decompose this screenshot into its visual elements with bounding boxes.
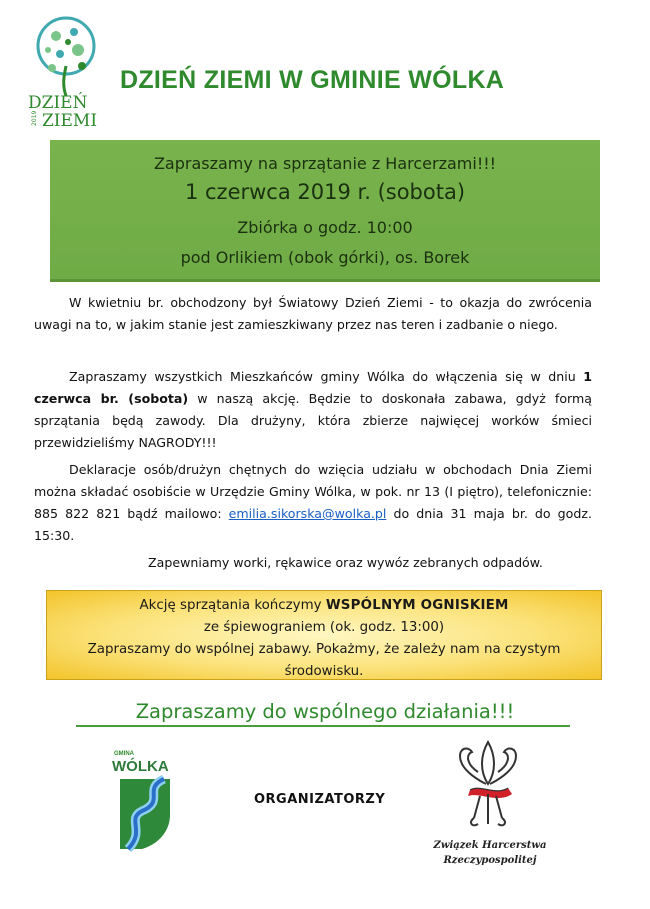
zhr-name-line2: Rzeczypospolitej [443, 855, 537, 866]
zhr-lily-icon [450, 738, 526, 833]
event-info-box [50, 140, 600, 282]
p3-text-b: do dnia 31 maja br. do godz. 15:30. [34, 506, 592, 543]
bonfire-box [46, 590, 602, 680]
paragraph-supplies: Zapewniamy worki, rękawice oraz wywóz zebranych odpadów. [148, 555, 543, 570]
zhr-name [420, 838, 560, 868]
bonfire-line2: ze śpiewograniem (ok. godz. 13:00) [203, 620, 445, 635]
page-title: DZIEŃ ZIEMI W GMINIE WÓLKA [120, 66, 505, 94]
p2-text-a: Zapraszamy wszystkich Mieszkańców gminy Wólka do włączenia się w dniu [69, 369, 576, 384]
gmina-wolka-logo [112, 745, 178, 855]
paragraph-intro: W kwietniu br. obchodzony był Światowy Dzień Ziemi - to okazja do zwrócenia uwagi na to, w jakim stanie jest zamieszkiwany przez nas teren i zadbanie o niego. [34, 295, 592, 332]
p2-date-bold: 1 czerwca br. (sobota) [34, 369, 592, 406]
p3-text-a: Deklaracje osób/drużyn chętnych do wzięcia udziału w obchodach Dnia Ziemi można składać osobiście w Urzędzie Gminy Wólka, w pok. nr 13 (I piętro), telefonicznie: 885 822 821 bądź mailowo: [34, 462, 592, 521]
bonfire-text: Akcję sprzątania kończymy [139, 598, 322, 613]
bonfire-line1 [47, 595, 601, 617]
event-invite: Zapraszamy na sprzątanie z Harcerzami!!! [153, 154, 497, 173]
gmina-small-label: GMINA [114, 751, 134, 757]
organizers-label: ORGANIZATORZY [254, 792, 386, 807]
email-link[interactable]: emilia.sikorska@wolka.pl [228, 506, 387, 521]
event-date: 1 czerwca 2019 r. (sobota) [184, 180, 466, 204]
event-meeting-time: Zbiórka o godz. 10:00 [237, 218, 413, 237]
gmina-name: WÓLKA [112, 758, 169, 775]
logo-text-dzien: DZIEŃ [28, 93, 88, 113]
dzien-ziemi-logo [22, 10, 110, 130]
paragraph-invitation [34, 366, 592, 454]
divider [76, 725, 570, 727]
logo-year: 2019 [31, 110, 38, 126]
bonfire-line3: Zapraszamy do wspólnej zabawy. Pokażmy, że zależy nam na czystym środowisku. [87, 642, 561, 679]
paragraph-declarations [34, 459, 592, 547]
zhr-name-line1: Związek Harcerstwa [433, 840, 547, 851]
p2-text-b: w naszą akcję. Będzie to doskonała zabawa, gdyż formą sprzątania będą zawody. Dla drużyny, która zbierze najwięcej worków śmieci przewidzieliśmy NAGRODY!!! [34, 391, 592, 450]
bonfire-bold: WSPÓLNYM OGNISKIEM [325, 598, 509, 613]
call-to-action: Zapraszamy do wspólnego działania!!! [135, 700, 515, 723]
event-location: pod Orlikiem (obok górki), os. Borek [180, 248, 470, 267]
logo-text-ziemi: ZIEMI [42, 111, 98, 130]
